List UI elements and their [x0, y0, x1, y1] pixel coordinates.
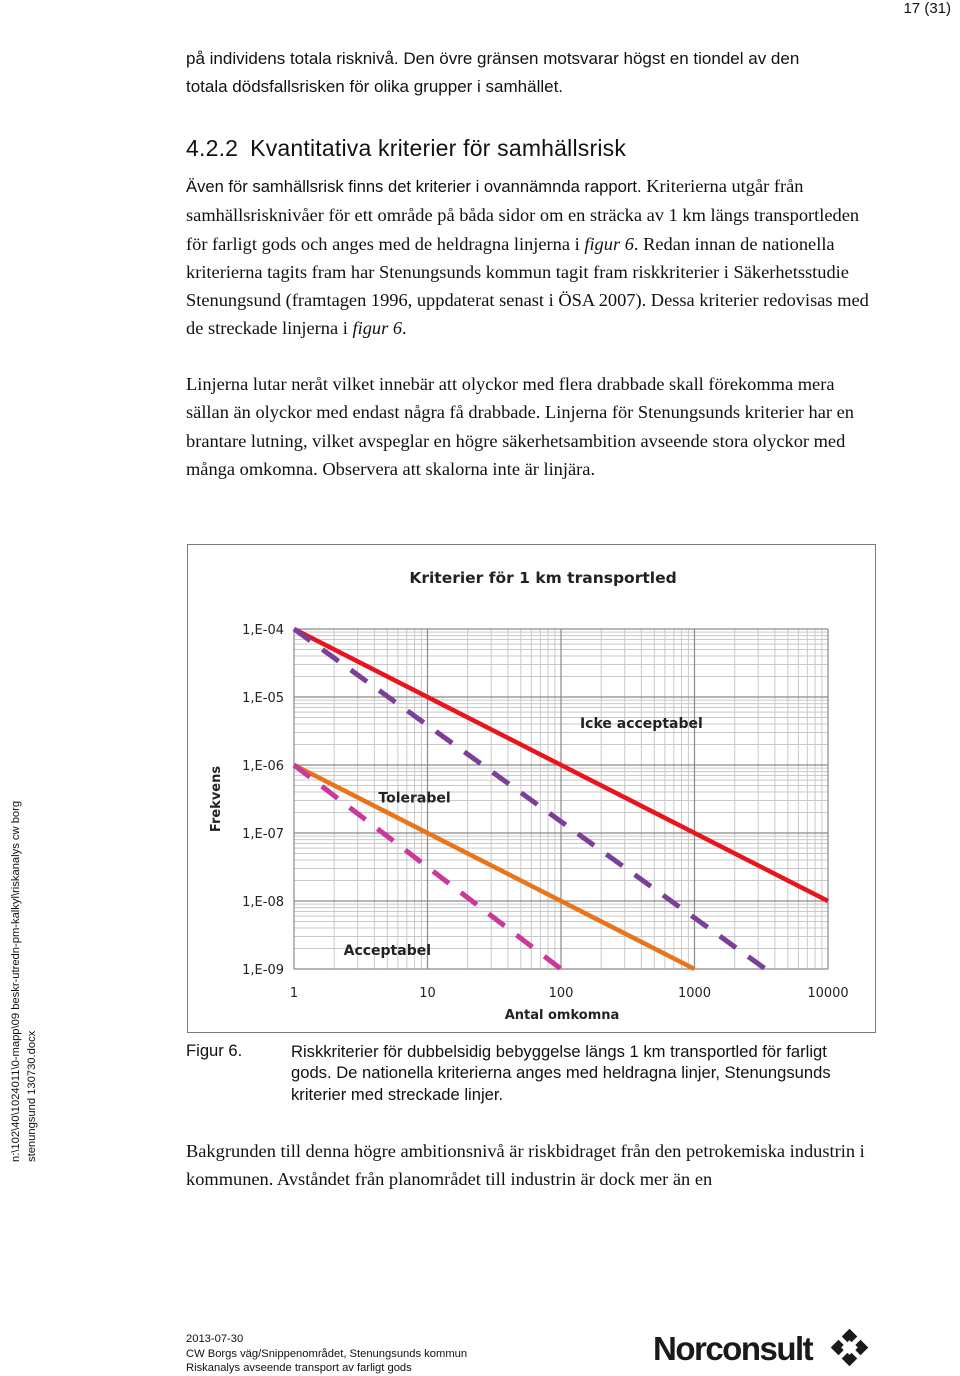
side-file-path-line-2: stenungsund 130730.docx [26, 1030, 38, 1162]
figure-chart [187, 544, 876, 1033]
x-tick-label: 10 [419, 986, 436, 1001]
paragraph-background: Bakgrunden till denna högre ambitionsnivå är riskbidraget från den petrokemiska industrin i kommunen. Avståndet från planområdet till industrin är dock mer än en [186, 1141, 865, 1190]
figure-reference[interactable]: figur 6 [352, 318, 403, 339]
figure-reference[interactable]: figur 6 [584, 233, 634, 254]
x-axis-label: Antal omkomna [504, 1008, 620, 1023]
paragraph-criteria [186, 172, 876, 343]
y-tick-label: 1,E-06 [242, 759, 284, 774]
intro-line-1: på individens totala risknivå. Den övre gränsen motsvarar högst en tiondel av den [186, 49, 800, 68]
footer-date: 2013-07-30 [186, 1333, 244, 1345]
paragraph-criteria-text-b: . Redan innan de nationella kriterierna tagits fram har Stenungsunds kommun tagit fram riskkriterier i Säkerhetsstudie Stenungsund (framtagen 1996, uppdaterat senast i ÖSA 2007). Dessa kriterier redovisas med de streckade linjerna i [186, 233, 869, 339]
series-line [294, 765, 695, 969]
paragraph-criteria-text-a: Kriterierna utgår från samhällsrisknivåer för ett område på båda sidor om en sträcka av 1 km längs transportleden för farligt gods och anges med de heldragna linjerna i [186, 176, 860, 254]
y-axis-tick-labels [242, 623, 284, 978]
section-number: 4.2.2 [186, 135, 239, 161]
footer-document: Riskanalys avseende transport av farligt gods [186, 1362, 412, 1374]
norconsult-logo [653, 1328, 871, 1374]
side-file-path [8, 712, 42, 1162]
y-tick-label: 1,E-04 [242, 623, 284, 638]
intro-line-2: totala dödsfallsrisken för olika grupper i samhället. [186, 77, 564, 96]
y-tick-label: 1,E-08 [242, 895, 284, 910]
x-tick-label: 1000 [677, 986, 712, 1001]
intro-paragraph [186, 45, 876, 101]
x-axis-tick-labels [290, 986, 849, 1001]
y-tick-label: 1,E-09 [242, 963, 284, 978]
chart-annotation: Tolerabel [378, 790, 451, 807]
section-title: Kvantitativa kriterier för samhällsrisk [250, 135, 627, 161]
x-tick-label: 100 [548, 986, 574, 1001]
side-file-path-line-1: n:\102\40\1024011\0-mapp\09 beskr-utredn-pm-kalkyl\riskanalys cw borg [10, 800, 22, 1162]
logo-diamond-icon [829, 1329, 873, 1373]
figure-caption: Riskkriterier för dubbelsidig bebyggelse längs 1 km transportled för farligt gods. De nationella kriterierna anges med heldragna linjer, Stenungsunds kriterier med streckade linjer. [291, 1042, 831, 1104]
x-tick-label: 10000 [807, 986, 849, 1001]
chart-title: Kriterier för 1 km transportled [409, 569, 677, 587]
chart-annotation: Icke acceptabel [579, 716, 703, 733]
logo-text: Norconsult [653, 1330, 813, 1367]
paragraph-criteria-lead: Även för samhällsrisk finns det kriterier i ovannämnda rapport. [186, 177, 642, 196]
footer-project: CW Borgs väg/Snippenområdet, Stenungsunds kommun [186, 1347, 468, 1360]
x-tick-label: 1 [289, 986, 299, 1001]
y-tick-label: 1,E-07 [242, 827, 284, 842]
paragraph-criteria-text-c: . [402, 318, 407, 339]
y-axis-label: Frekvens [209, 765, 224, 833]
paragraph-slope: Linjerna lutar neråt vilket innebär att olyckor med flera drabbade skall förekomma mera sällan än olyckor med endast några få drabbade. Linjerna för Stenungsunds kriterier har en brantare lutning, vilket avspeglar en högre säkerhetsambition avseende stora olyckor med många omkomna. Observera att skalorna inte är linjära. [186, 374, 854, 479]
chart-annotation: Acceptabel [343, 943, 432, 960]
y-tick-label: 1,E-05 [242, 691, 284, 706]
page-number: 17 (31) [903, 0, 951, 17]
footer [186, 1332, 467, 1376]
figure-label: Figur 6. [186, 1041, 243, 1060]
section-heading [186, 135, 626, 162]
risk-criteria-chart [188, 545, 875, 1032]
